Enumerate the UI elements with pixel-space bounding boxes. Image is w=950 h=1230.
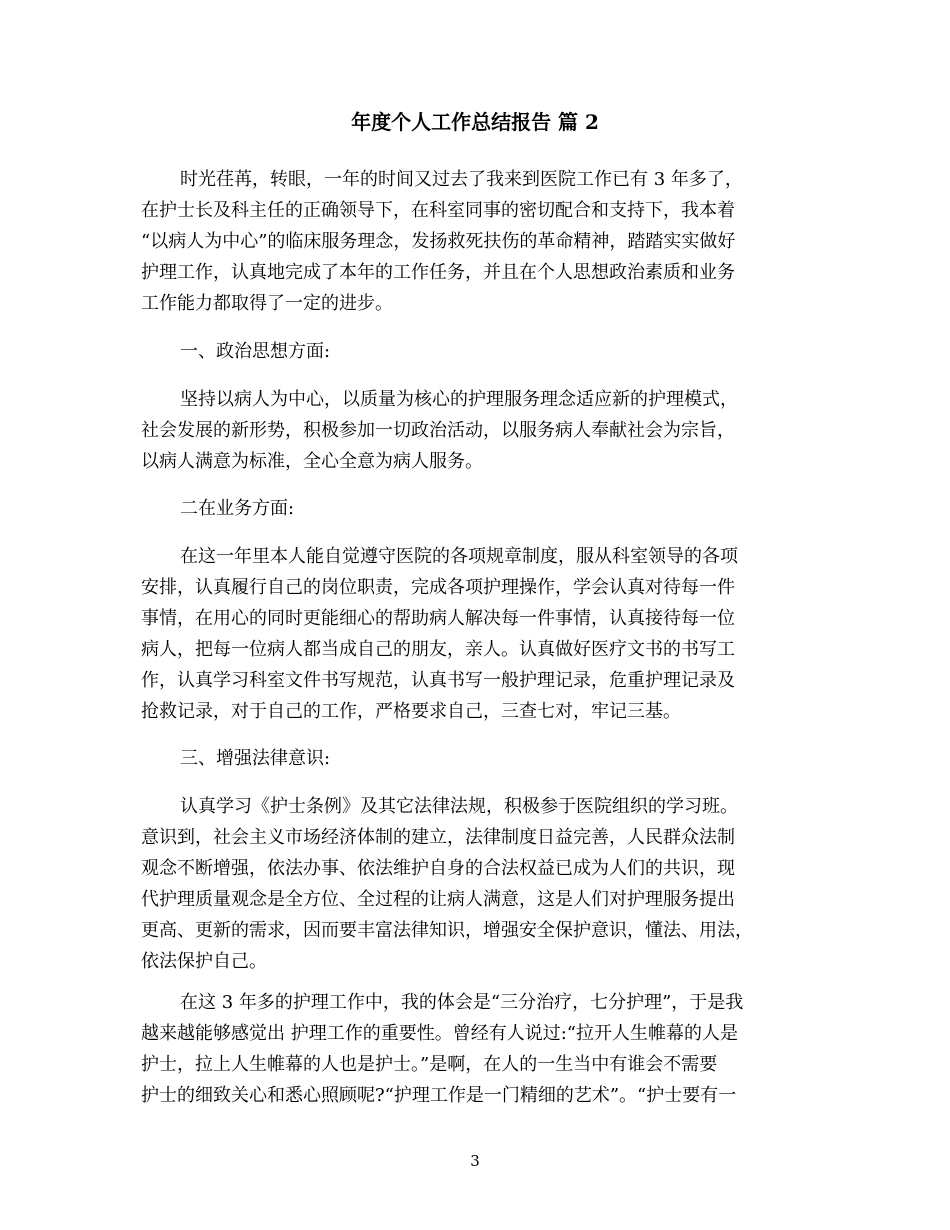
paragraph-line: 认真学习《护士条例》及其它法律法规，积极参于医院组织的学习班。: [180, 796, 738, 817]
paragraph-line: 三、增强法律意识:: [180, 748, 331, 769]
paragraph-line: 一、政治思想方面:: [180, 341, 331, 362]
paragraph-line: 代护理质量观念是全方位、全过程的让病人满意，这是人们对护理服务提出: [141, 889, 735, 910]
paragraph-line: 意识到，社会主义市场经济体制的建立，法律制度日益完善，人民群众法制: [141, 827, 735, 848]
paragraph-line: 二在业务方面:: [180, 498, 295, 519]
paragraph-line: 在护士长及科主任的正确领导下，在科室同事的密切配合和支持下，我本着: [141, 200, 735, 221]
paragraph: [141, 384, 811, 477]
paragraph-line: 抢救记录，对于自己的工作，严格要求自己，三查七对，牢记三基。: [141, 701, 681, 722]
paragraph-line: 越来越能够感觉出 护理工作的重要性。曾经有人说过:“拉开人生帷幕的人是: [141, 1023, 738, 1044]
paragraph-line: 观念不断增强，依法办事、依法维护自身的合法权益已成为人们的共识，现: [141, 858, 735, 879]
paragraph-line: 作，认真学习科室文件书写规范，认真书写一般护理记录，危重护理记录及: [141, 670, 735, 691]
paragraph-line: 社会发展的新形势，积极参加一切政治活动，以服务病人奉献社会为宗旨，: [141, 420, 735, 441]
paragraph-line: 更高、更新的需求，因而要丰富法律知识，增强安全保护意识，懂法、用法，: [141, 920, 753, 941]
paragraph: [141, 791, 811, 977]
paragraph-line: “以病人为中心”的临床服务理念，发扬救死扶伤的革命精神，踏踏实实做好: [141, 231, 736, 252]
paragraph: [141, 743, 811, 774]
paragraph-line: 护理工作，认真地完成了本年的工作任务，并且在个人思想政治素质和业务: [141, 262, 735, 283]
paragraph-line: 护士的细致关心和悉心照顾呢?“护理工作是一门精细的艺术”。“护士要有一: [141, 1085, 737, 1106]
page-number: 3: [470, 1152, 480, 1170]
paragraph: [141, 987, 811, 1111]
paragraph-line: 在这 3 年多的护理工作中，我的体会是“三分治疗，七分护理”，于是我: [180, 992, 744, 1013]
paragraph-line: 在这一年里本人能自觉遵守医院的各项规章制度，服从科室领导的各项: [180, 546, 738, 567]
paragraph: [141, 493, 811, 524]
paragraph-line: 病人，把每一位病人都当成自己的朋友，亲人。认真做好医疗文书的书写工: [141, 639, 735, 660]
paragraph-line: 坚持以病人为中心，以质量为核心的护理服务理念适应新的护理模式，: [180, 389, 738, 410]
document-title: 年度个人工作总结报告 篇 2: [351, 110, 599, 134]
paragraph-line: 依法保护自己。: [141, 951, 267, 972]
paragraph-line: 工作能力都取得了一定的进步。: [141, 293, 393, 314]
paragraph-line: 时光荏苒，转眼，一年的时间又过去了我来到医院工作已有 3 年多了，: [180, 169, 743, 190]
paragraph-line: 事情，在用心的同时更能细心的帮助病人解决每一件事情，认真接待每一位: [141, 608, 735, 629]
paragraph: [141, 164, 811, 319]
paragraph-line: 护士，拉上人生帷幕的人也是护士。”是啊，在人的一生当中有谁会不需要: [141, 1054, 718, 1075]
paragraph-line: 安排，认真履行自己的岗位职责，完成各项护理操作，学会认真对待每一件: [141, 577, 735, 598]
paragraph: [141, 336, 811, 367]
paragraph-line: 以病人满意为标准，全心全意为病人服务。: [141, 451, 483, 472]
paragraph: [141, 541, 811, 727]
